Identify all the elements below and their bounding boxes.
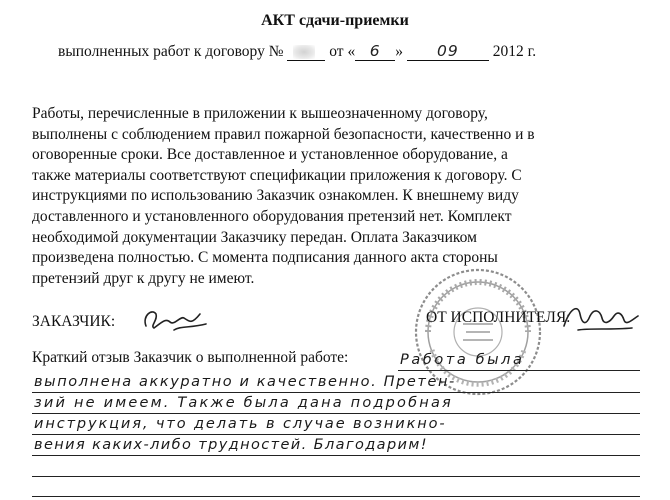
body-line: необходимой документации Заказчику передан. Оплата Заказчиком [32, 228, 477, 246]
review-rule [32, 496, 640, 497]
review-handwritten-line: выполнена аккуратно и качественно. Претен- [34, 374, 456, 390]
review-rule [32, 392, 640, 393]
body-line: доставленного и установленного оборудования претензий нет. Комплект [32, 207, 512, 225]
review-handwritten-line: зий не имеем. Также была дана подробная [34, 395, 453, 411]
day-field: 6 [355, 42, 395, 61]
contract-number-field [287, 44, 325, 61]
review-rule [32, 413, 640, 414]
body-line: произведена полностью. С момента подписания данного акта стороны [32, 249, 498, 267]
document-title: АКТ сдачи-приемки [261, 12, 409, 29]
review-handwritten-line: Работа была [400, 352, 525, 368]
subtitle-prefix: выполненных работ к договору № [58, 43, 284, 60]
review-rule [32, 455, 640, 456]
year-text: 2012 г. [492, 43, 537, 60]
act-body-text [32, 104, 642, 289]
body-line: инструкциями по использованию Заказчик ознакомлен. К внешнему виду [32, 187, 519, 205]
customer-label: ЗАКАЗЧИК: [32, 313, 116, 330]
review-rule [398, 370, 640, 371]
body-line: также материалы соответствуют спецификации приложения к договору. С [32, 166, 522, 184]
month-field: 09 [407, 42, 489, 61]
review-handwritten-line: вения каких-либо трудностей. Благодарим! [34, 437, 428, 453]
review-rule [32, 434, 640, 435]
contractor-label: ОТ ИСПОЛНИТЕЛЯ: [426, 309, 571, 326]
from-word: от « [329, 43, 356, 60]
review-rule [32, 476, 640, 477]
contractor-signature [560, 300, 640, 336]
redacted-number [293, 45, 315, 59]
body-line: выполнены с соблюдением правил пожарной безопасности, качественно и в [32, 125, 535, 143]
review-handwritten-line: инструкция, что делать в случае возникно- [34, 416, 447, 432]
customer-signature [140, 304, 210, 334]
body-line: претензий друг к другу не имеют. [32, 269, 255, 287]
body-line: Работы, перечисленные в приложении к вышеозначенному договору, [32, 105, 488, 122]
quote-close: » [395, 43, 403, 60]
body-line: оговоренные сроки. Все доставленное и установленное оборудование, а [32, 146, 508, 164]
review-label: Краткий отзыв Заказчик о выполненной работе: [32, 349, 349, 366]
document-subtitle [58, 42, 536, 61]
